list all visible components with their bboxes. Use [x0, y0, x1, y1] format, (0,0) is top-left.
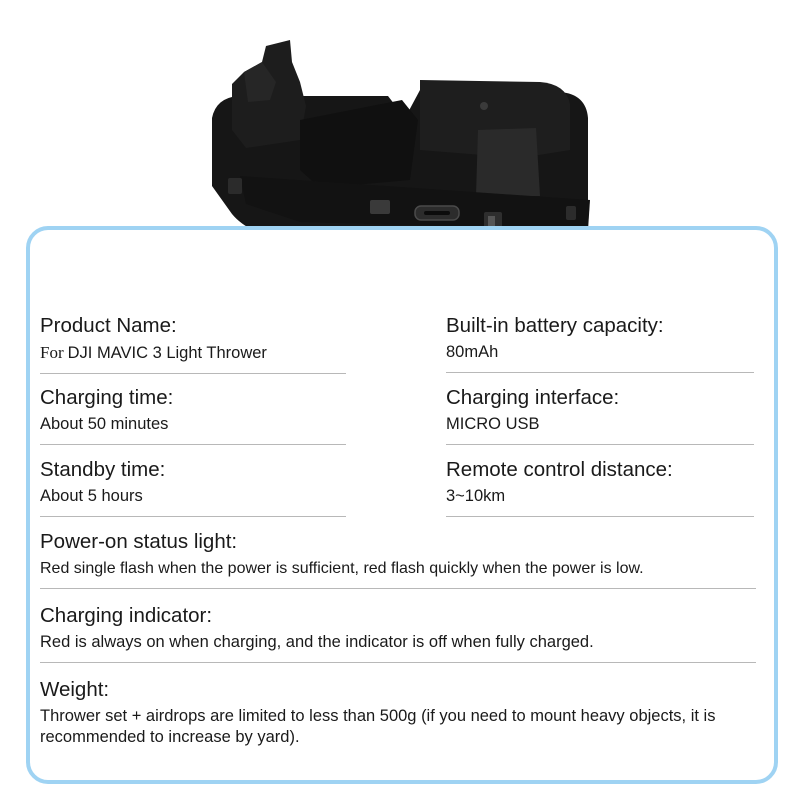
divider — [40, 444, 346, 445]
spec-value: About 50 minutes — [40, 415, 169, 433]
divider — [446, 444, 754, 445]
spec-label: Charging indicator: — [40, 604, 213, 627]
spec-weight — [40, 678, 756, 748]
spec-value: 3~10km — [446, 487, 506, 505]
spec-value: 80mAh — [446, 343, 499, 361]
spec-value: Red single flash when the power is sufficient, red flash quickly when the power is low. — [40, 560, 644, 577]
spec-value: MICRO USB — [446, 415, 540, 433]
spec-label: Charging time: — [40, 386, 174, 409]
spec-battery-capacity — [446, 314, 754, 373]
divider — [40, 588, 756, 589]
divider — [40, 662, 756, 663]
divider — [40, 373, 346, 374]
spec-remote-distance — [446, 458, 754, 517]
divider — [40, 516, 346, 517]
spec-value — [40, 342, 346, 364]
spec-charging-indicator — [40, 604, 756, 663]
spec-standby-time — [40, 458, 346, 517]
spec-label: Standby time: — [40, 458, 166, 481]
spec-value: Thrower set + airdrops are limited to less than 500g (if you need to mount heavy objects, it is recommended to increase by yard). — [40, 707, 716, 746]
product-name-value: DJI MAVIC 3 Light Thrower — [67, 344, 267, 362]
spec-value: About 5 hours — [40, 487, 143, 505]
spec-label: Weight: — [40, 678, 110, 701]
divider — [446, 372, 754, 373]
spec-power-status-light — [40, 530, 756, 589]
spec-label: Built-in battery capacity: — [446, 314, 664, 337]
spec-label: Charging interface: — [446, 386, 620, 409]
spec-label: Remote control distance: — [446, 458, 673, 481]
spec-label: Product Name: — [40, 314, 177, 337]
spec-product-name — [40, 314, 346, 374]
for-prefix: For — [40, 343, 64, 362]
spec-charging-interface — [446, 386, 754, 445]
spec-charging-time — [40, 386, 346, 445]
spec-value: Red is always on when charging, and the indicator is off when fully charged. — [40, 633, 594, 651]
spec-label: Power-on status light: — [40, 530, 238, 553]
divider — [446, 516, 754, 517]
